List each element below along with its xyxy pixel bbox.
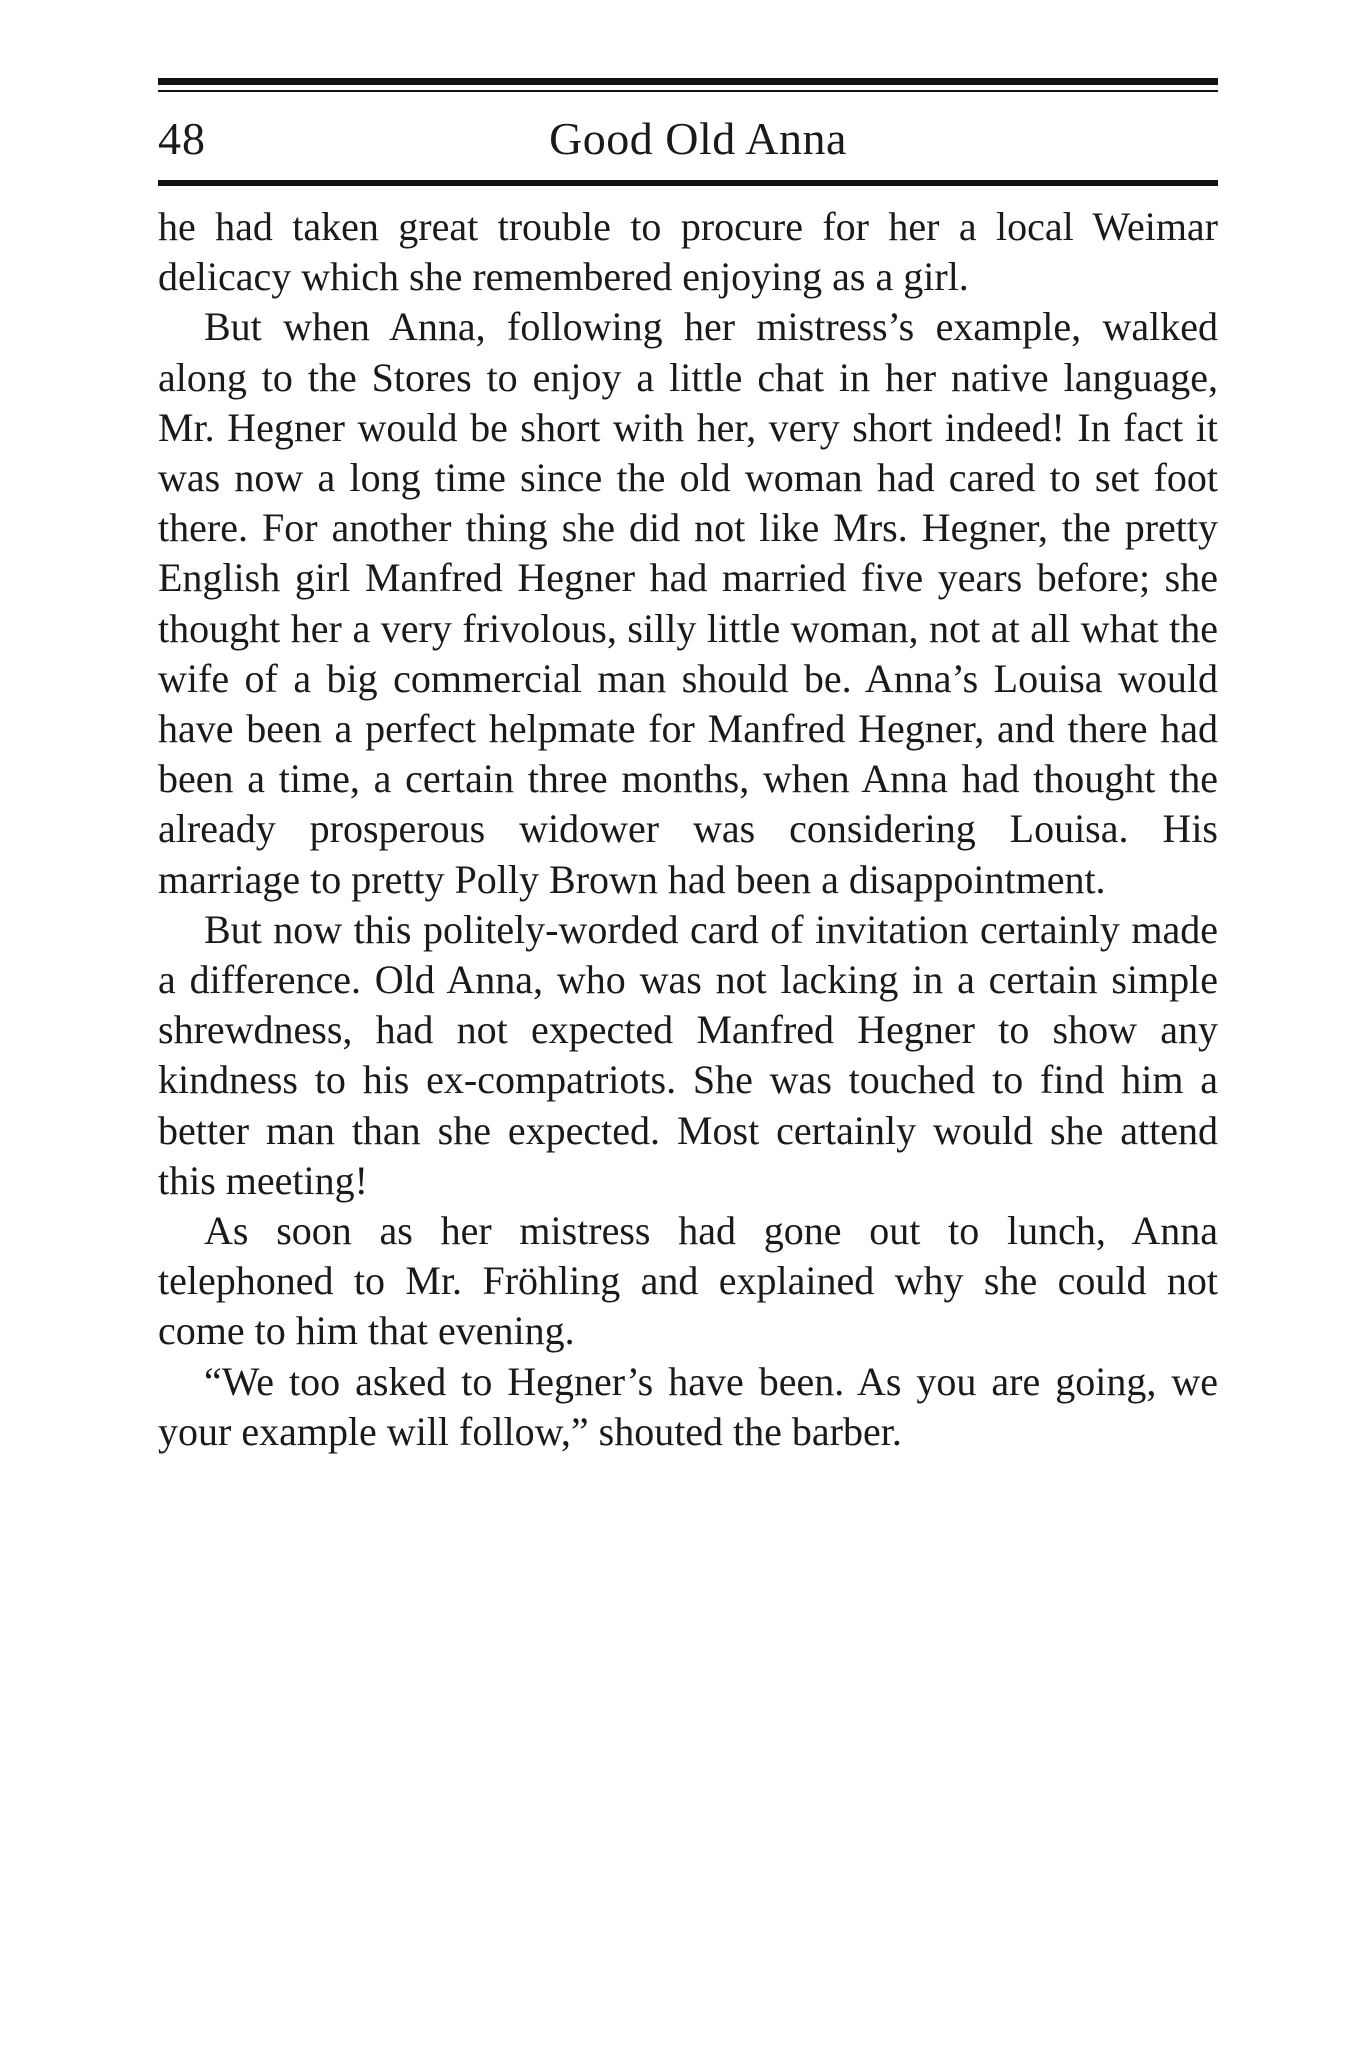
page-number: 48	[158, 113, 206, 164]
paragraph: But now this politely-worded card of invitation certainly made a difference. Old Anna, who was not lacking in a certain simple shrewdness, had not expected Manfred Hegner to show any kindness to his ex-compatriots. She was touched to find him a better man than she expected. Most certainly would she attend this meeting!	[158, 906, 1218, 1203]
paragraph: “We too asked to Hegner’s have been. As you are going, we your example will follow,” shouted the barber.	[158, 1358, 1218, 1454]
header-rule-thick	[158, 78, 1218, 85]
paragraph-continued: he had taken great trouble to procure for her a local Weimar delicacy which she remembered enjoying as a girl.	[158, 204, 1218, 300]
paragraph: As soon as her mistress had gone out to lunch, Anna telephoned to Mr. Fröhling and explained why she could not come to him that evening.	[158, 1208, 1218, 1354]
header-rule-bottom	[158, 180, 1218, 186]
book-page	[158, 78, 1218, 1457]
running-header	[158, 100, 1218, 178]
header-rule-thin	[158, 90, 1218, 92]
paragraph: But when Anna, following her mistress’s example, walked along to the Stores to enjoy a little chat in her native language, Mr. Hegner would be short with her, very short indeed! In fact it was now a long time since the old woman had cared to set foot there. For another thing she did not like Mrs. Hegner, the pretty English girl Manfred Hegner had married five years before; she thought her a very frivolous, silly little woman, not at all what the wife of a big commercial man should be. Anna’s Louisa would have been a perfect helpmate for Manfred Hegner, and there had been a time, a certain three months, when Anna had thought the already prosperous widower was considering Louisa. His marriage to pretty Polly Brown had been a disappointment.	[158, 304, 1218, 902]
running-title: Good Old Anna	[549, 113, 847, 164]
body-text	[158, 202, 1218, 1457]
